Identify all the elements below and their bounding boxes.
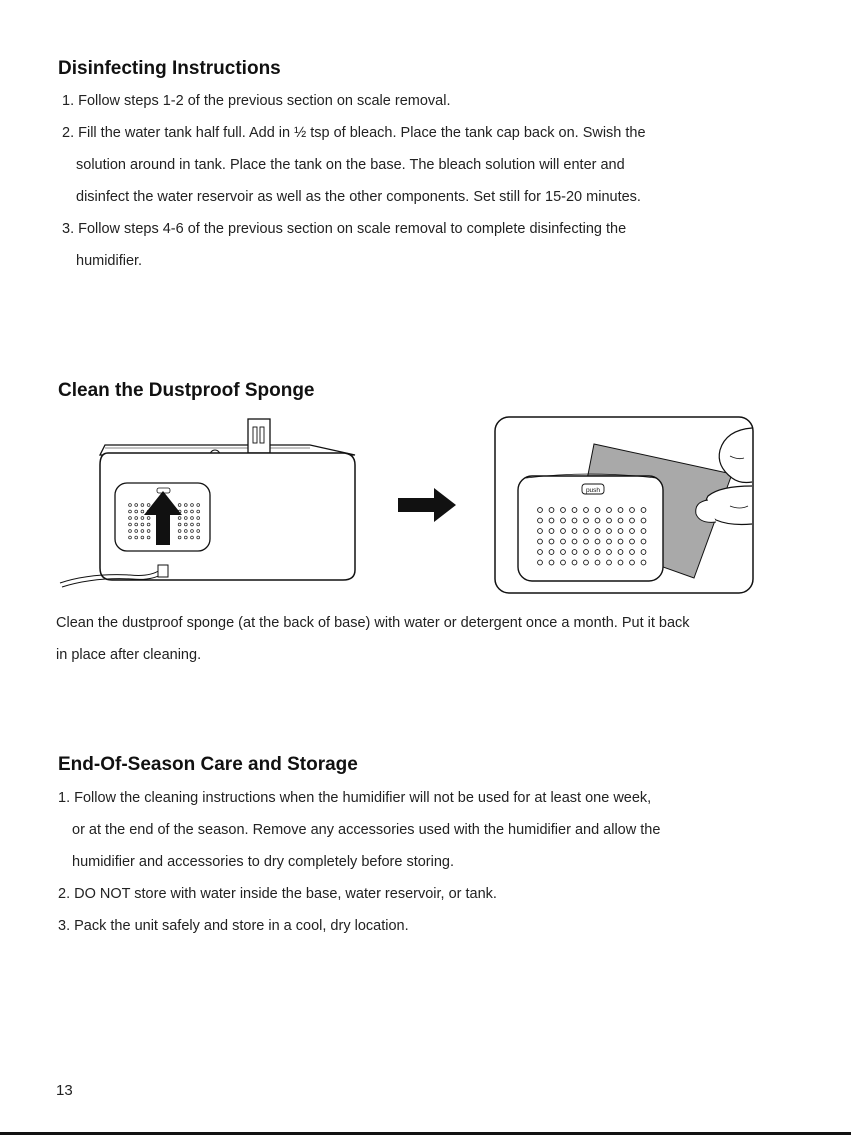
page-number: 13	[56, 1082, 73, 1099]
right-arrow-icon	[398, 488, 458, 522]
disinfect-step-1: 1. Follow steps 1-2 of the previous section on scale removal.	[62, 93, 451, 109]
sponge-text-line-2: in place after cleaning.	[56, 647, 202, 663]
storage-step-2: 2. DO NOT store with water inside the base, water reservoir, or tank.	[58, 886, 497, 902]
push-label: push	[585, 487, 601, 494]
sponge-text-line-1: Clean the dustproof sponge (at the back of base) with water or detergent once a month. Put it back	[56, 615, 690, 631]
disinfect-step-2-cont: solution around in tank. Place the tank on the base. The bleach solution will enter and	[76, 157, 625, 173]
disinfect-step-3: 3. Follow steps 4-6 of the previous section on scale removal to complete disinfecting the	[62, 221, 627, 237]
section-title-disinfecting: Disinfecting Instructions	[58, 58, 281, 79]
disinfect-step-2: 2. Fill the water tank half full. Add in ½ tsp of bleach. Place the tank cap back on. Swish the	[62, 125, 646, 141]
disinfect-step-2-cont2: disinfect the water reservoir as well as the other components. Set still for 15-20 minutes.	[76, 189, 641, 205]
sponge-removal-icon	[494, 416, 754, 594]
section-title-sponge: Clean the Dustproof Sponge	[58, 380, 315, 401]
storage-step-1: 1. Follow the cleaning instructions when the humidifier will not be used for at least one week,	[58, 790, 652, 806]
storage-step-1-cont2: humidifier and accessories to dry completely before storing.	[72, 854, 455, 870]
humidifier-back-icon	[60, 415, 360, 590]
section-title-storage: End-Of-Season Care and Storage	[58, 754, 358, 775]
disinfect-step-3-cont: humidifier.	[76, 253, 143, 269]
storage-step-1-cont: or at the end of the season. Remove any accessories used with the humidifier and allow the	[72, 822, 661, 838]
storage-step-3: 3. Pack the unit safely and store in a cool, dry location.	[58, 918, 409, 934]
